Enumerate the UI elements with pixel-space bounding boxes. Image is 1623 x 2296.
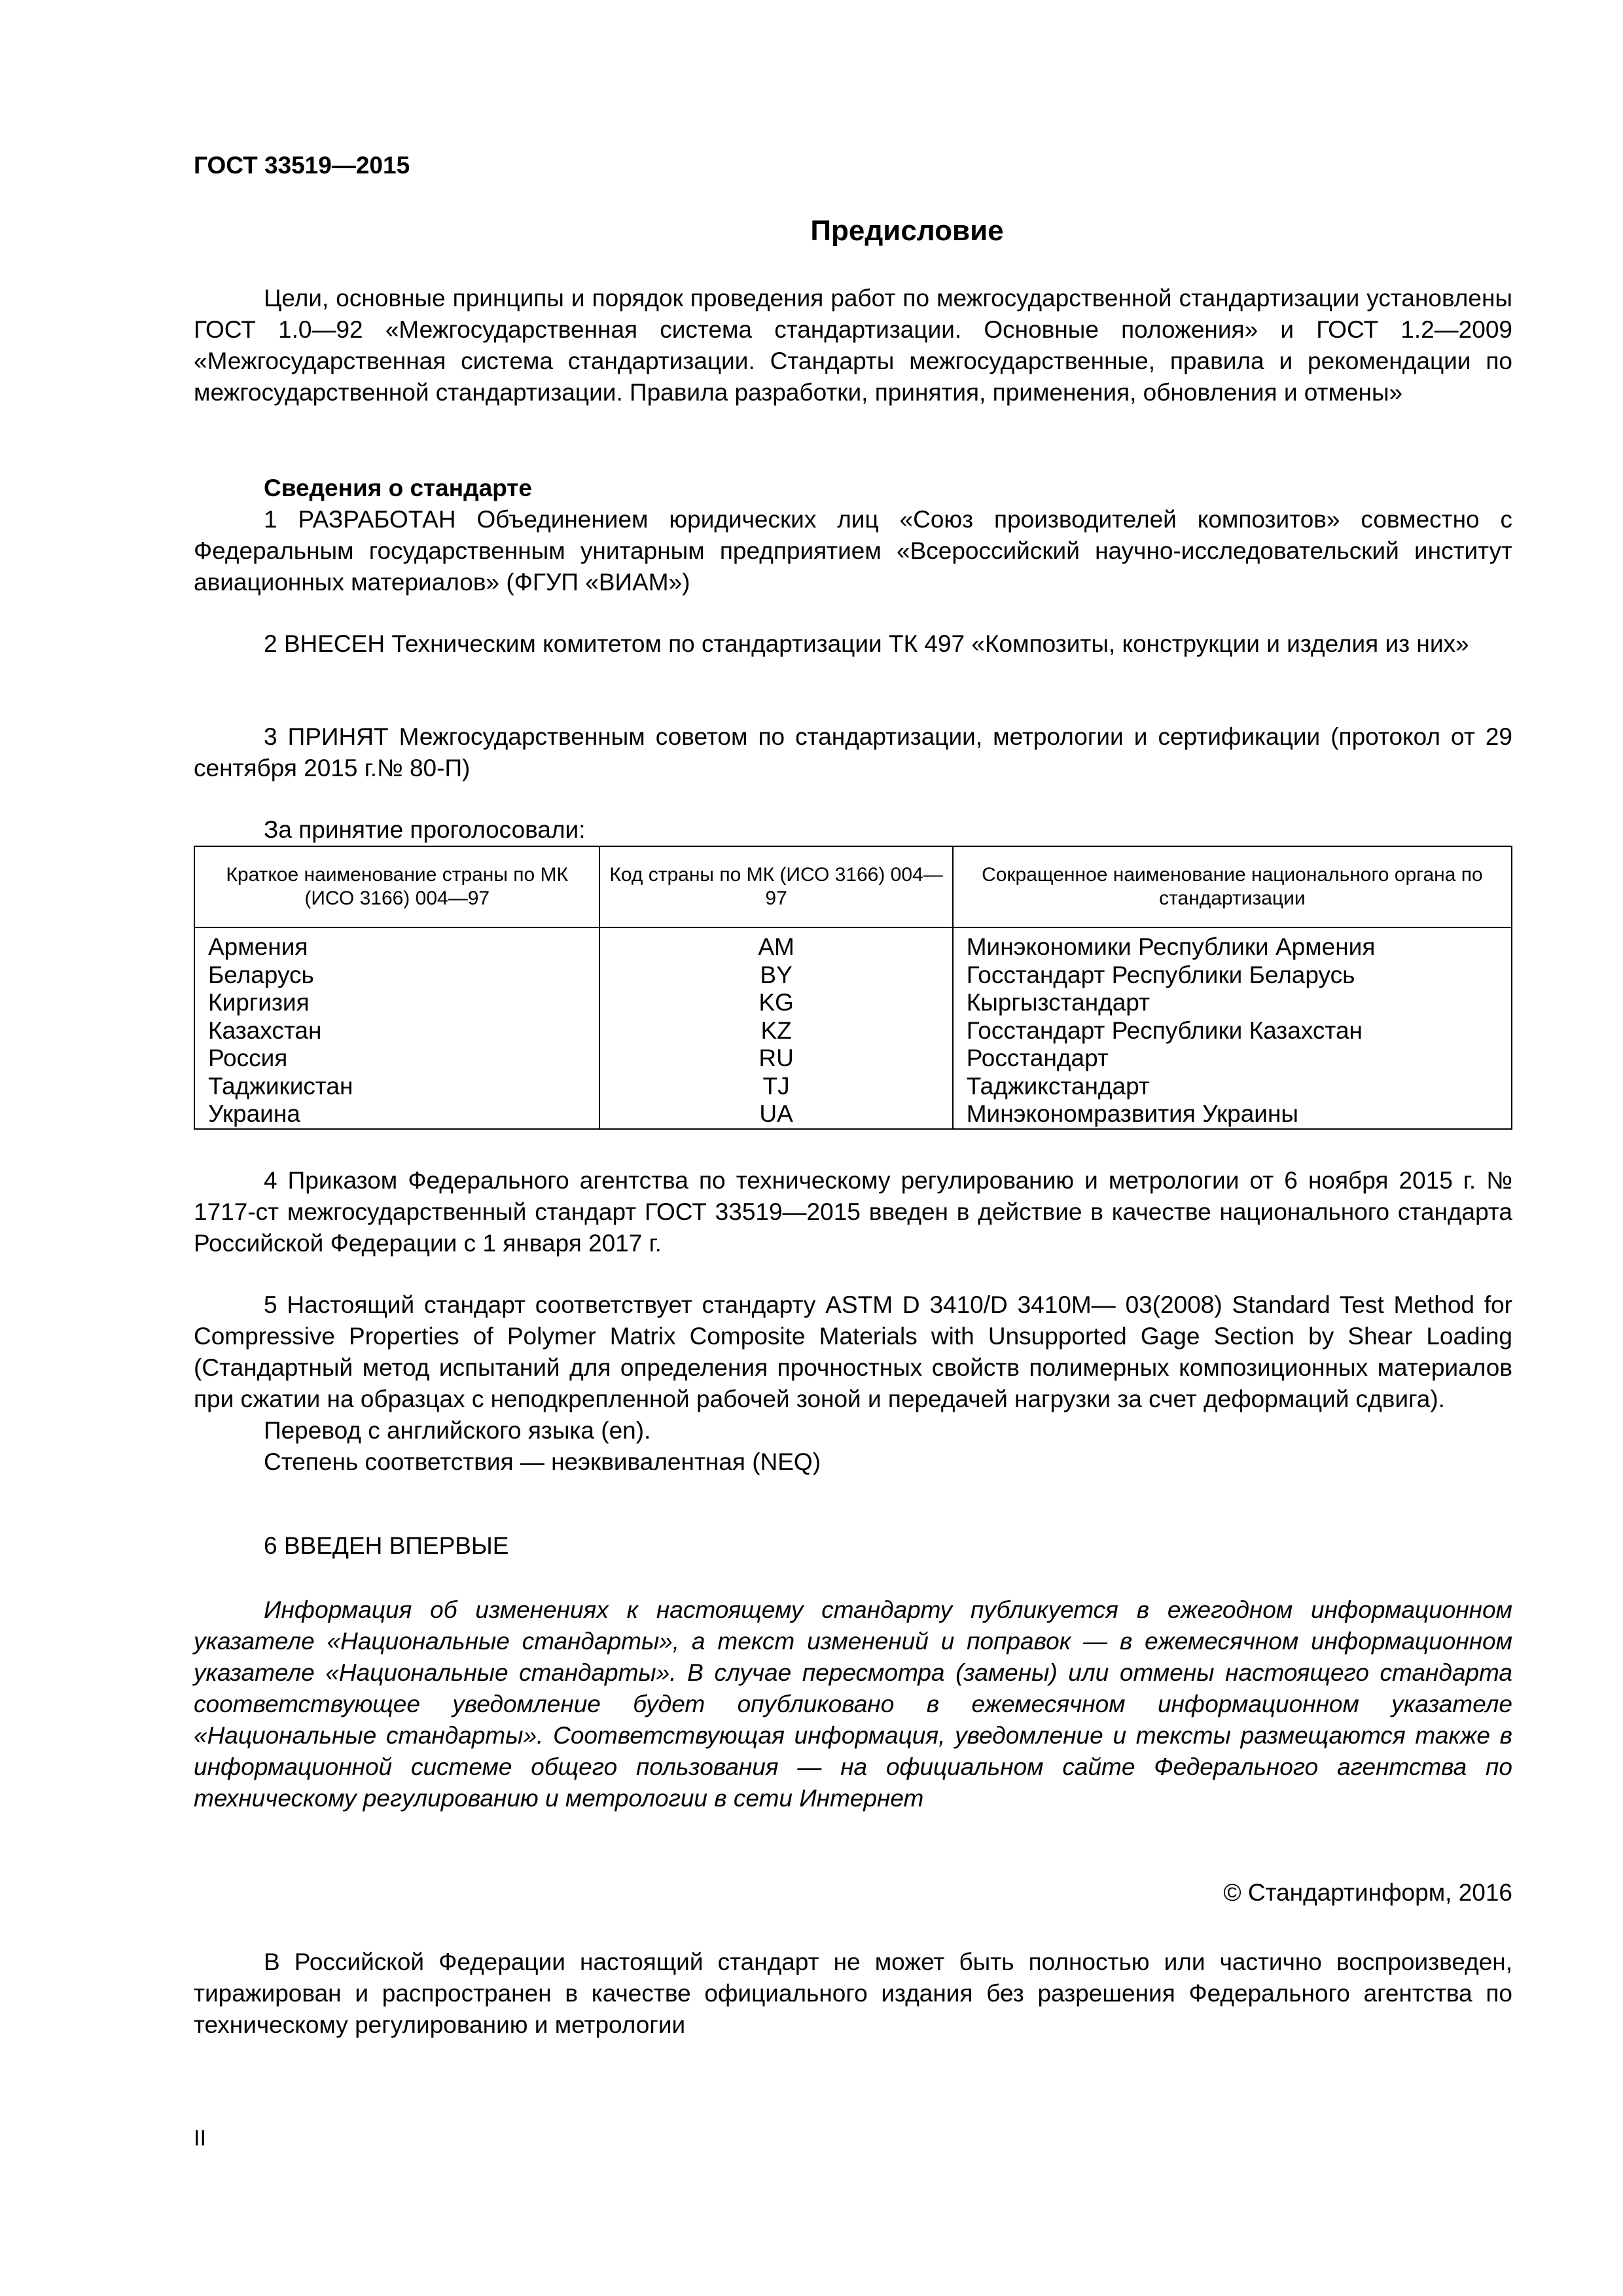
- body-cell: Минэкономразвития Украины: [953, 1100, 1512, 1129]
- item-1-paragraph: 1 РАЗРАБОТАН Объединением юридических лиц «Союз производителей композитов» совместно с Федеральным государственным унитарным предприятием «Всероссийский научно-исследовательский институт авиационных материалов» (ФГУП «ВИАМ»): [194, 506, 1512, 596]
- item-3-paragraph: 3 ПРИНЯТ Межгосударственным советом по стандартизации, метрологии и сертификации (протокол от 29 сентября 2015 г.№ 80-П): [194, 723, 1512, 781]
- copyright-section: [194, 1877, 1512, 1909]
- item-5-paragraph: 5 Настоящий стандарт соответствует стандарту ASTM D 3410/D 3410M— 03(2008) Standard Test Method for Compressive Properties of Polymer Matrix Composite Materials with Unsupported Gage Section by Shear Loading (Стандартный метод испытаний для определения прочностных свойств полимерных композиционных материалов при сжатии на образцах с неподкрепленной рабочей зоной и передачей нагрузки за счет деформаций сдвига).: [194, 1291, 1512, 1412]
- country-cell: Армения: [194, 927, 599, 961]
- table-row: [194, 927, 1512, 961]
- table-row: [194, 1017, 1512, 1045]
- body-cell: Росстандарт: [953, 1045, 1512, 1073]
- copyright-line: © Стандартинформ, 2016: [1223, 1879, 1512, 1906]
- conformity-note: Степень соответствия — неэквивалентная (NEQ): [264, 1448, 821, 1475]
- item-3-section: [194, 721, 1512, 784]
- rights-paragraph: В Российской Федерации настоящий стандарт не может быть полностью или частично воспроизведен, тиражирован и распространен в качестве официального издания без разрешения Федерального агентства по техническому регулированию и метрологии: [194, 1948, 1512, 2038]
- voting-table-wrapper: [194, 846, 1512, 1130]
- header-country-code: Код страны по МК (ИСО 3166) 004—97: [599, 846, 952, 927]
- code-cell: KG: [599, 989, 952, 1017]
- page-title: Предисловие: [810, 215, 1004, 247]
- item-4-section: [194, 1165, 1512, 1259]
- country-cell: Казахстан: [194, 1017, 599, 1045]
- about-section: [194, 473, 1512, 598]
- country-cell: Россия: [194, 1045, 599, 1073]
- table-row: [194, 1045, 1512, 1073]
- code-cell: TJ: [599, 1073, 952, 1101]
- item-6-section: [194, 1530, 1512, 1562]
- item-2-section: [194, 628, 1512, 660]
- intro-section: [194, 283, 1512, 408]
- voting-section: [194, 814, 1512, 846]
- translation-note: Перевод с английского языка (en).: [264, 1417, 651, 1444]
- header-country-name: Краткое наименование страны по МК (ИСО 3166) 004—97: [194, 846, 599, 927]
- info-section: [194, 1594, 1512, 1814]
- body-cell: Минэкономики Республики Армения: [953, 927, 1512, 961]
- code-cell: KZ: [599, 1017, 952, 1045]
- item-5-section: [194, 1289, 1512, 1478]
- table-row: [194, 961, 1512, 990]
- body-cell: Госстандарт Республики Казахстан: [953, 1017, 1512, 1045]
- item-6-paragraph: 6 ВВЕДЕН ВПЕРВЫЕ: [264, 1532, 509, 1559]
- table-row: [194, 1100, 1512, 1129]
- code-cell: UA: [599, 1100, 952, 1129]
- code-cell: AM: [599, 927, 952, 961]
- body-cell: Кыргызстандарт: [953, 989, 1512, 1017]
- intro-paragraph: Цели, основные принципы и порядок проведения работ по межгосударственной стандартизации установлены ГОСТ 1.0—92 «Межгосударственная система стандартизации. Основные положения» и ГОСТ 1.2—2009 «Межгосударственная система стандартизации. Стандарты межгосударственные, правила и рекомендации по межгосударственной стандартизации. Правила разработки, принятия, применения, обновления и отмены»: [194, 285, 1512, 406]
- rights-section: [194, 1946, 1512, 2041]
- header-national-body: Сокращенное наименование национального органа по стандартизации: [953, 846, 1512, 927]
- about-heading: Сведения о стандарте: [264, 475, 532, 501]
- table-row: [194, 989, 1512, 1017]
- table-header-row: [194, 846, 1512, 927]
- item-4-paragraph: 4 Приказом Федерального агентства по техническому регулированию и метрологии от 6 ноября 2015 г. № 1717-ст межгосударственный стандарт ГОСТ 33519—2015 введен в действие в качестве национального стандарта Российской Федерации с 1 января 2017 г.: [194, 1167, 1512, 1257]
- country-cell: Таджикистан: [194, 1073, 599, 1101]
- code-cell: BY: [599, 961, 952, 990]
- country-cell: Киргизия: [194, 989, 599, 1017]
- country-cell: Украина: [194, 1100, 599, 1129]
- code-cell: RU: [599, 1045, 952, 1073]
- voted-label: За принятие проголосовали:: [264, 816, 586, 843]
- body-cell: Госстандарт Республики Беларусь: [953, 961, 1512, 990]
- body-cell: Таджикстандарт: [953, 1073, 1512, 1101]
- document-header: ГОСТ 33519—2015: [194, 152, 410, 179]
- voting-table: [194, 846, 1512, 1130]
- page-number: II: [194, 2126, 206, 2151]
- item-2-paragraph: 2 ВНЕСЕН Техническим комитетом по стандартизации ТК 497 «Композиты, конструкции и изделия из них»: [264, 630, 1469, 657]
- table-row: [194, 1073, 1512, 1101]
- info-paragraph: Информация об изменениях к настоящему стандарту публикуется в ежегодном информационном указателе «Национальные стандарты», а текст изменений и поправок — в ежемесячном информационном указателе «Национальные стандарты». В случае пересмотра (замены) или отмены настоящего стандарта соответствующее уведомление будет опубликовано в ежемесячном информационном указателе «Национальные стандарты». Соответствующая информация, уведомление и тексты размещаются также в информационной системе общего пользования — на официальном сайте Федерального агентства по техническому регулированию и метрологии в сети Интернет: [194, 1596, 1512, 1812]
- country-cell: Беларусь: [194, 961, 599, 990]
